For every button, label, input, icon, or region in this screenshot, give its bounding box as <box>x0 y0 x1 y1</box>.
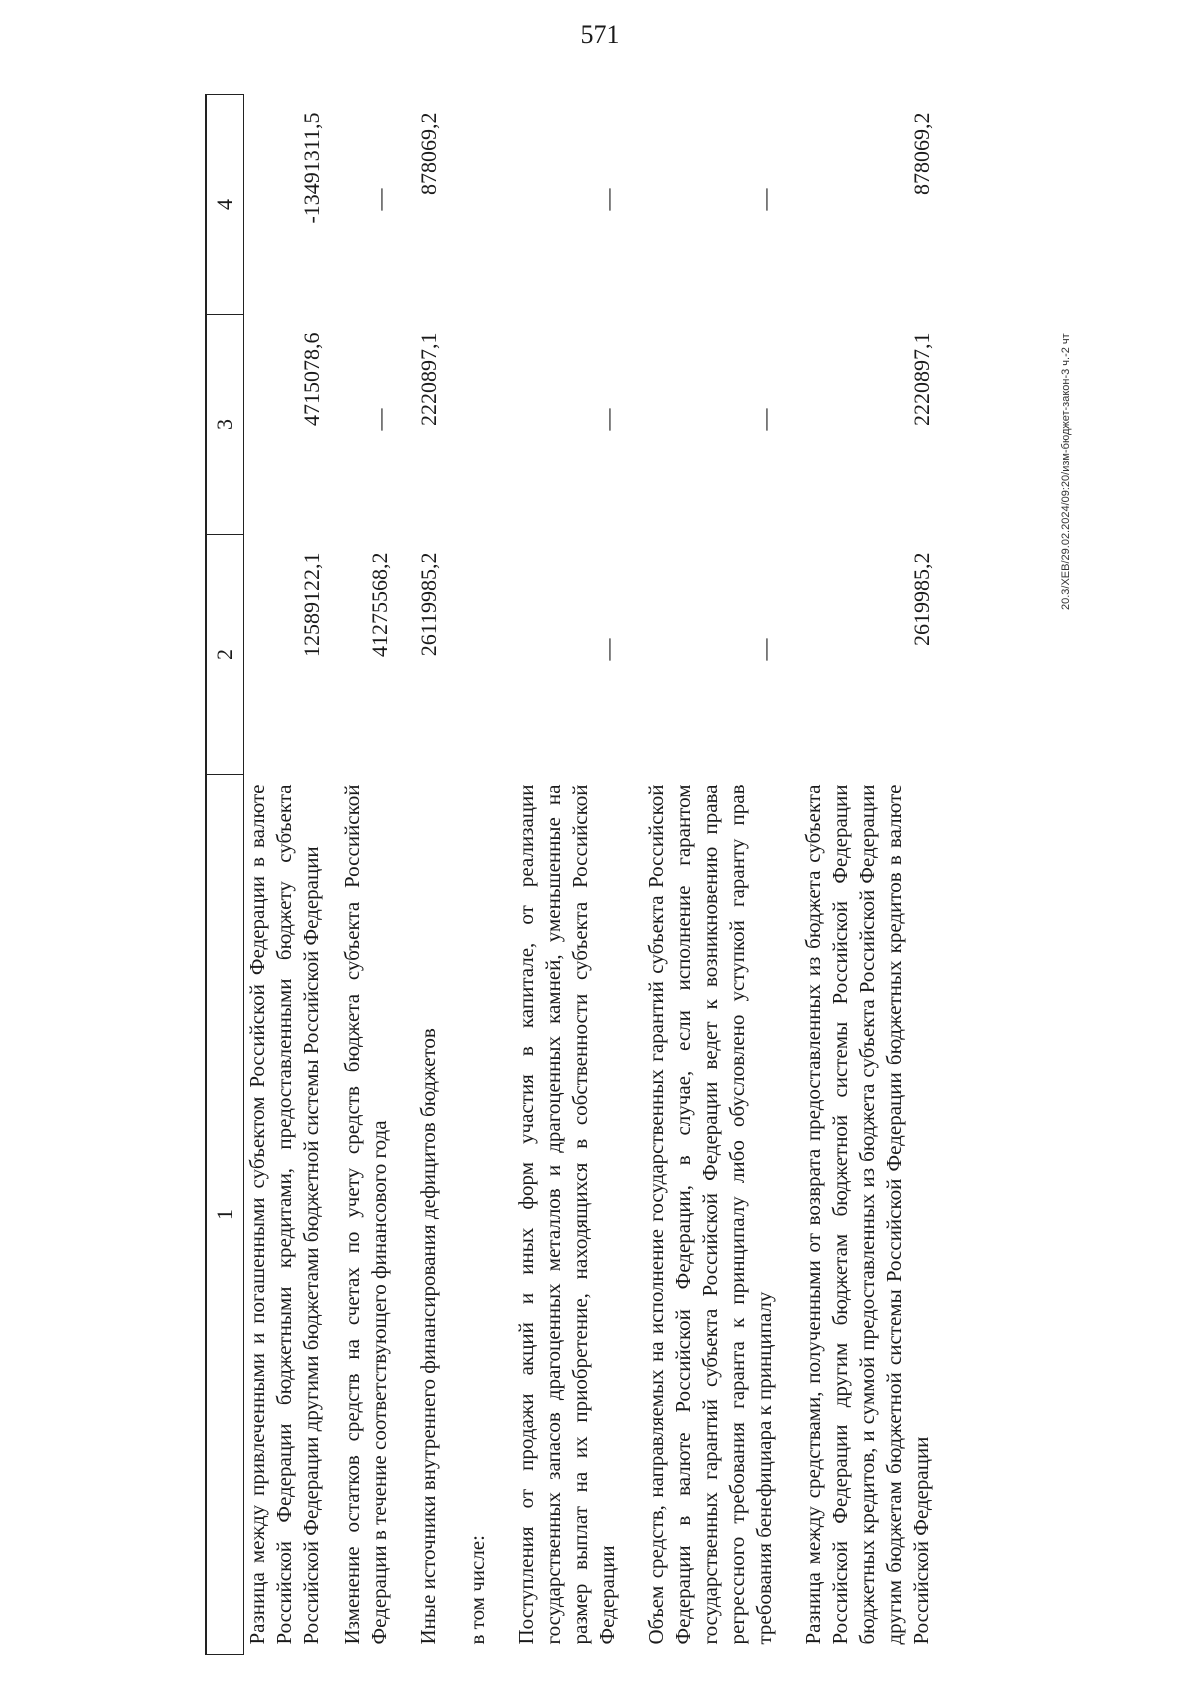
row-value-col2: 2619985,2 <box>909 552 934 646</box>
table-row <box>244 95 340 1655</box>
table-row <box>339 95 415 1655</box>
row-value-col4: — <box>595 188 620 211</box>
row-value-col3: — <box>367 408 392 431</box>
header-col-4: 4 <box>206 95 244 315</box>
row-description: Объем средств, направляемых на исполнение государственных гарантий субъекта Российской Федерации в валюте Российской Федерации, в случае, если исполнение гарантом государственных гарантий субъекта Российской Федерации ведет к возникновению права регрессного требования гаранта к принципалу либо обусловлено уступкой гаранту прав требования бенефициара к принципалу <box>644 784 776 1645</box>
document-footer-code: 20.3/ХЕВ/29.02.2024/09:20/изм-бюджет-закон-3 ч.-2 чт <box>1060 333 1072 610</box>
row-value-col4: 878069,2 <box>416 112 441 195</box>
row-value-col3 <box>464 315 513 535</box>
row-value-col3: — <box>752 408 777 431</box>
table-row <box>415 95 464 1655</box>
table-row <box>800 95 957 1655</box>
table-row <box>464 95 513 1655</box>
row-value-col4: — <box>367 188 392 211</box>
header-row <box>206 95 244 1655</box>
financing-sources-table <box>205 94 957 1655</box>
header-col-2: 2 <box>206 535 244 775</box>
header-col-3: 3 <box>206 315 244 535</box>
row-value-col4: -13491311,5 <box>299 112 324 224</box>
row-value-col2: — <box>595 638 620 661</box>
row-value-col3: 4715078,6 <box>299 332 324 426</box>
row-description: в том числе: <box>465 1535 489 1645</box>
row-value-col2: 26119985,2 <box>416 552 441 657</box>
row-value-col4: — <box>752 188 777 211</box>
row-description: Разница между привлеченными и погашенными субъектом Российской Федерации в валюте Российской Федерации бюджетными кредитами, предоставленными бюджету субъекта Российской Федерации другими бюджетами бюджетной системы Российской Федерации <box>245 784 323 1645</box>
row-value-col3: 2220897,1 <box>909 332 934 426</box>
row-value-col2: 12589122,1 <box>299 552 324 657</box>
row-description: Разница между средствами, полученными от возврата предоставленных из бюджета субъекта Российской Федерации другим бюджетам бюджетной системы Российской Федерации бюджетных кредитов, и суммой предоставленных из бюджета субъекта Российской Федерации другим бюджетам бюджетной системы Российской Федерации бюджетных кредитов в валюте Российской Федерации <box>801 784 933 1645</box>
rotated-table-area <box>205 95 1105 1655</box>
row-value-col2: 41275568,2 <box>367 552 392 657</box>
header-col-1: 1 <box>206 775 244 1655</box>
row-value-col2 <box>464 535 513 775</box>
row-value-col3: 2220897,1 <box>416 332 441 426</box>
row-description: Поступления от продажи акций и иных форм участия в капитале, от реализации государственных запасов драгоценных металлов и драгоценных камней, уменьшенные на размер выплат на их приобретение, находящихся в собственности субъекта Российской Федерации <box>514 784 619 1645</box>
rotated-content <box>205 95 1105 1655</box>
row-value-col3: — <box>595 408 620 431</box>
page-number: 571 <box>580 20 620 49</box>
row-description: Иные источники внутреннего финансирования дефицитов бюджетов <box>416 1028 440 1645</box>
table-row <box>643 95 800 1655</box>
row-value-col4: 878069,2 <box>909 112 934 195</box>
row-value-col2: — <box>752 638 777 661</box>
row-value-col4 <box>464 95 513 315</box>
table-row <box>513 95 643 1655</box>
row-description: Изменение остатков средств на счетах по учету средств бюджета субъекта Российской Федерации в течение соответствующего финансового года <box>340 784 391 1645</box>
